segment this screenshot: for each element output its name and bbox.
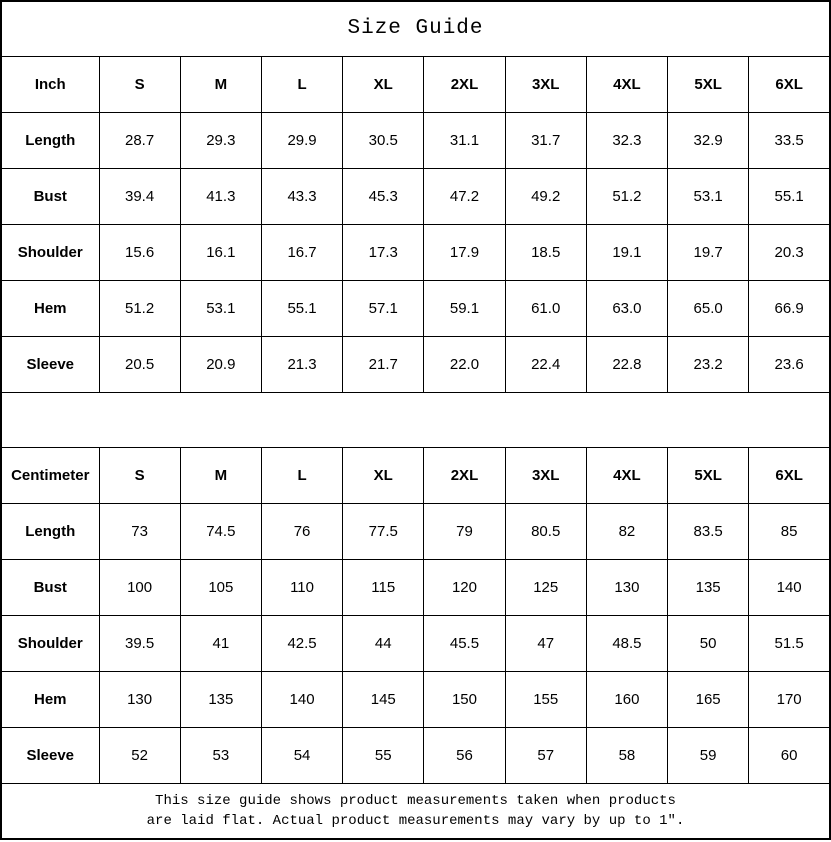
measurement-value-cell: 76 <box>261 503 342 559</box>
measurement-value-cell: 140 <box>749 559 830 615</box>
size-header-cell: M <box>180 56 261 112</box>
measurement-value-cell: 21.7 <box>343 336 424 392</box>
size-header-cell: S <box>99 447 180 503</box>
measurement-value-cell: 51.5 <box>749 615 830 671</box>
measurement-value-cell: 22.4 <box>505 336 586 392</box>
measurement-row <box>1 224 830 280</box>
measurement-value-cell: 80.5 <box>505 503 586 559</box>
measurement-value-cell: 135 <box>668 559 749 615</box>
measurement-value-cell: 130 <box>99 671 180 727</box>
measurement-value-cell: 66.9 <box>749 280 830 336</box>
measurement-value-cell: 17.3 <box>343 224 424 280</box>
measurement-row <box>1 280 830 336</box>
measurement-value-cell: 31.7 <box>505 112 586 168</box>
measurement-value-cell: 49.2 <box>505 168 586 224</box>
measurement-value-cell: 105 <box>180 559 261 615</box>
measurement-value-cell: 63.0 <box>586 280 667 336</box>
footer-note-line2: are laid flat. Actual product measurements may vary by up to 1″. <box>146 812 685 829</box>
measurement-value-cell: 19.1 <box>586 224 667 280</box>
measurement-value-cell: 73 <box>99 503 180 559</box>
measurement-value-cell: 83.5 <box>668 503 749 559</box>
measurement-value-cell: 43.3 <box>261 168 342 224</box>
size-header-cell: XL <box>343 56 424 112</box>
measurement-value-cell: 53.1 <box>180 280 261 336</box>
measurement-value-cell: 155 <box>505 671 586 727</box>
measurement-row <box>1 336 830 392</box>
measurement-value-cell: 47.2 <box>424 168 505 224</box>
measurement-value-cell: 110 <box>261 559 342 615</box>
measurement-value-cell: 82 <box>586 503 667 559</box>
spacer-row <box>1 392 830 447</box>
measurement-value-cell: 57 <box>505 727 586 783</box>
measurement-value-cell: 18.5 <box>505 224 586 280</box>
measurement-value-cell: 125 <box>505 559 586 615</box>
measurement-value-cell: 29.9 <box>261 112 342 168</box>
measurement-row <box>1 112 830 168</box>
measurement-value-cell: 33.5 <box>749 112 830 168</box>
size-header-cell: L <box>261 447 342 503</box>
measurement-value-cell: 28.7 <box>99 112 180 168</box>
measurement-label-cell: Bust <box>1 168 99 224</box>
measurement-value-cell: 79 <box>424 503 505 559</box>
measurement-value-cell: 41 <box>180 615 261 671</box>
footer-row <box>1 783 830 839</box>
measurement-value-cell: 20.9 <box>180 336 261 392</box>
measurement-value-cell: 85 <box>749 503 830 559</box>
measurement-value-cell: 51.2 <box>99 280 180 336</box>
measurement-value-cell: 165 <box>668 671 749 727</box>
measurement-row <box>1 727 830 783</box>
measurement-value-cell: 29.3 <box>180 112 261 168</box>
footer-note <box>1 783 830 839</box>
measurement-label-cell: Shoulder <box>1 224 99 280</box>
title-row <box>1 1 830 56</box>
measurement-value-cell: 140 <box>261 671 342 727</box>
measurement-value-cell: 31.1 <box>424 112 505 168</box>
measurement-value-cell: 57.1 <box>343 280 424 336</box>
measurement-value-cell: 54 <box>261 727 342 783</box>
measurement-row <box>1 559 830 615</box>
measurement-value-cell: 50 <box>668 615 749 671</box>
measurement-value-cell: 22.0 <box>424 336 505 392</box>
measurement-value-cell: 20.5 <box>99 336 180 392</box>
measurement-value-cell: 55.1 <box>261 280 342 336</box>
size-header-cell: 5XL <box>668 447 749 503</box>
measurement-value-cell: 44 <box>343 615 424 671</box>
size-header-cell: 2XL <box>424 56 505 112</box>
measurement-value-cell: 77.5 <box>343 503 424 559</box>
measurement-row <box>1 615 830 671</box>
measurement-value-cell: 48.5 <box>586 615 667 671</box>
measurement-value-cell: 16.1 <box>180 224 261 280</box>
size-header-cell: 6XL <box>749 56 830 112</box>
size-header-cell: S <box>99 56 180 112</box>
measurement-value-cell: 39.4 <box>99 168 180 224</box>
measurement-value-cell: 15.6 <box>99 224 180 280</box>
measurement-value-cell: 160 <box>586 671 667 727</box>
measurement-label-cell: Length <box>1 112 99 168</box>
size-header-row <box>1 56 830 112</box>
measurement-value-cell: 16.7 <box>261 224 342 280</box>
page-title: Size Guide <box>1 1 830 56</box>
measurement-value-cell: 17.9 <box>424 224 505 280</box>
size-header-cell: 5XL <box>668 56 749 112</box>
measurement-value-cell: 170 <box>749 671 830 727</box>
centimeter-section <box>1 447 830 783</box>
measurement-value-cell: 45.5 <box>424 615 505 671</box>
size-header-cell: 3XL <box>505 56 586 112</box>
size-header-cell: M <box>180 447 261 503</box>
measurement-label-cell: Length <box>1 503 99 559</box>
measurement-value-cell: 59 <box>668 727 749 783</box>
measurement-label-cell: Hem <box>1 280 99 336</box>
measurement-value-cell: 56 <box>424 727 505 783</box>
measurement-label-cell: Hem <box>1 671 99 727</box>
measurement-value-cell: 130 <box>586 559 667 615</box>
footer-note-line1: This size guide shows product measurements taken when products <box>155 792 676 809</box>
measurement-value-cell: 20.3 <box>749 224 830 280</box>
measurement-value-cell: 21.3 <box>261 336 342 392</box>
measurement-value-cell: 74.5 <box>180 503 261 559</box>
measurement-value-cell: 19.7 <box>668 224 749 280</box>
measurement-value-cell: 58 <box>586 727 667 783</box>
measurement-value-cell: 53.1 <box>668 168 749 224</box>
size-header-cell: L <box>261 56 342 112</box>
measurement-value-cell: 45.3 <box>343 168 424 224</box>
measurement-value-cell: 23.2 <box>668 336 749 392</box>
measurement-value-cell: 55 <box>343 727 424 783</box>
measurement-value-cell: 59.1 <box>424 280 505 336</box>
measurement-row <box>1 168 830 224</box>
measurement-label-cell: Shoulder <box>1 615 99 671</box>
measurement-value-cell: 22.8 <box>586 336 667 392</box>
measurement-value-cell: 41.3 <box>180 168 261 224</box>
measurement-value-cell: 115 <box>343 559 424 615</box>
measurement-value-cell: 32.9 <box>668 112 749 168</box>
measurement-row <box>1 671 830 727</box>
measurement-value-cell: 55.1 <box>749 168 830 224</box>
measurement-row <box>1 503 830 559</box>
measurement-label-cell: Bust <box>1 559 99 615</box>
size-header-cell: 2XL <box>424 447 505 503</box>
measurement-value-cell: 23.6 <box>749 336 830 392</box>
measurement-value-cell: 61.0 <box>505 280 586 336</box>
size-header-cell: 3XL <box>505 447 586 503</box>
size-header-cell: 6XL <box>749 447 830 503</box>
measurement-label-cell: Sleeve <box>1 727 99 783</box>
measurement-value-cell: 135 <box>180 671 261 727</box>
measurement-value-cell: 60 <box>749 727 830 783</box>
unit-label-cell: Centimeter <box>1 447 99 503</box>
measurement-value-cell: 42.5 <box>261 615 342 671</box>
measurement-value-cell: 51.2 <box>586 168 667 224</box>
measurement-value-cell: 47 <box>505 615 586 671</box>
measurement-value-cell: 120 <box>424 559 505 615</box>
size-header-cell: 4XL <box>586 56 667 112</box>
measurement-value-cell: 52 <box>99 727 180 783</box>
measurement-label-cell: Sleeve <box>1 336 99 392</box>
measurement-value-cell: 145 <box>343 671 424 727</box>
measurement-value-cell: 30.5 <box>343 112 424 168</box>
inch-section <box>1 56 830 392</box>
size-header-cell: XL <box>343 447 424 503</box>
measurement-value-cell: 32.3 <box>586 112 667 168</box>
measurement-value-cell: 39.5 <box>99 615 180 671</box>
measurement-value-cell: 53 <box>180 727 261 783</box>
size-header-cell: 4XL <box>586 447 667 503</box>
spacer-cell <box>1 392 830 447</box>
measurement-value-cell: 150 <box>424 671 505 727</box>
unit-label-cell: Inch <box>1 56 99 112</box>
measurement-value-cell: 65.0 <box>668 280 749 336</box>
size-header-row <box>1 447 830 503</box>
measurement-value-cell: 100 <box>99 559 180 615</box>
